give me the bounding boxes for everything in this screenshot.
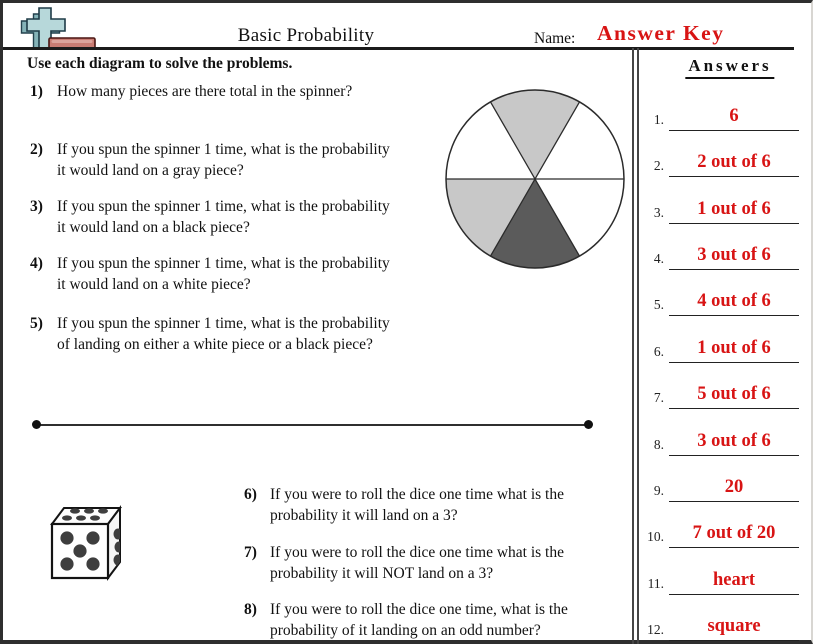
question-line: probability it will land on a 3? bbox=[270, 506, 458, 524]
question-3 bbox=[30, 197, 390, 238]
answers-heading: Answers bbox=[685, 56, 774, 79]
answer-blank bbox=[669, 242, 799, 270]
question-2 bbox=[30, 140, 390, 181]
question-number: 1) bbox=[30, 83, 43, 100]
answers-column-separator bbox=[632, 48, 639, 644]
question-line: If you spun the spinner 1 time, what is the probability bbox=[57, 255, 390, 272]
answer-row-8 bbox=[643, 426, 799, 456]
answer-number: 11. bbox=[647, 576, 664, 591]
answer-value: 1 out of 6 bbox=[697, 199, 771, 219]
answer-row-9 bbox=[643, 472, 799, 502]
question-line: How many pieces are there total in the spinner? bbox=[57, 83, 353, 100]
question-number: 2) bbox=[30, 141, 43, 158]
answer-row-10 bbox=[643, 518, 799, 548]
question-8 bbox=[244, 600, 568, 641]
answer-blank bbox=[669, 103, 799, 131]
question-number: 5) bbox=[30, 315, 43, 332]
question-1 bbox=[30, 82, 352, 103]
page-title: Basic Probability bbox=[237, 25, 375, 46]
question-line: If you spun the spinner 1 time, what is the probability bbox=[57, 315, 390, 332]
answer-number: 8. bbox=[653, 437, 664, 452]
answer-number: 12. bbox=[647, 622, 664, 637]
answer-number: 10. bbox=[647, 529, 664, 544]
question-line: If you were to roll the dice one time, what is the bbox=[270, 601, 568, 618]
divider-endpoint-dot bbox=[584, 420, 593, 429]
question-line: probability of it landing on an odd number? bbox=[270, 621, 541, 639]
spinner-diagram bbox=[444, 88, 626, 270]
question-line: If you spun the spinner 1 time, what is the probability bbox=[57, 141, 390, 158]
answer-row-3 bbox=[643, 194, 799, 224]
answer-value: square bbox=[707, 616, 761, 636]
answer-value: 4 out of 6 bbox=[697, 291, 771, 311]
answer-row-6 bbox=[643, 333, 799, 363]
answer-blank bbox=[669, 381, 799, 409]
answer-value: 2 out of 6 bbox=[697, 152, 771, 172]
question-5 bbox=[30, 314, 390, 355]
question-6 bbox=[244, 485, 564, 526]
header-divider-line bbox=[3, 47, 794, 50]
answer-row-12 bbox=[643, 611, 799, 641]
answer-value: heart bbox=[712, 570, 756, 590]
answer-blank bbox=[669, 335, 799, 363]
question-line: it would land on a white piece? bbox=[57, 275, 251, 293]
question-number: 8) bbox=[244, 601, 257, 618]
math-plus-minus-logo-icon bbox=[20, 7, 104, 49]
answer-blank bbox=[669, 196, 799, 224]
answer-number: 5. bbox=[653, 297, 664, 312]
answer-row-2 bbox=[643, 147, 799, 177]
question-line: If you were to roll the dice one time what is the bbox=[270, 544, 564, 561]
answer-row-5 bbox=[643, 286, 799, 316]
answer-value: 3 out of 6 bbox=[697, 245, 771, 265]
answer-row-11 bbox=[643, 565, 799, 595]
question-4 bbox=[30, 254, 390, 295]
answer-value: 3 out of 6 bbox=[697, 431, 771, 451]
question-number: 6) bbox=[244, 486, 257, 503]
answer-value: 20 bbox=[724, 477, 744, 497]
question-7 bbox=[244, 543, 564, 584]
answer-row-4 bbox=[643, 240, 799, 270]
answer-value: 7 out of 20 bbox=[692, 523, 776, 543]
name-value-answer-key: Answer Key bbox=[597, 21, 725, 45]
divider-endpoint-dot bbox=[32, 420, 41, 429]
answer-blank bbox=[669, 288, 799, 316]
answer-number: 6. bbox=[653, 344, 664, 359]
answer-number: 3. bbox=[653, 205, 664, 220]
answer-value: 1 out of 6 bbox=[697, 338, 771, 358]
question-line: of landing on either a white piece or a black piece? bbox=[57, 335, 373, 353]
answer-blank bbox=[669, 474, 799, 502]
answer-number: 2. bbox=[653, 158, 664, 173]
answer-row-7 bbox=[643, 379, 799, 409]
answer-row-1 bbox=[643, 101, 799, 131]
answer-blank bbox=[669, 520, 799, 548]
question-line: If you were to roll the dice one time what is the bbox=[270, 486, 564, 503]
question-line: If you spun the spinner 1 time, what is the probability bbox=[57, 198, 390, 215]
question-number: 4) bbox=[30, 255, 43, 272]
name-label: Name: bbox=[534, 30, 576, 47]
answer-value: 6 bbox=[729, 106, 739, 126]
answer-number: 1. bbox=[653, 112, 664, 127]
question-number: 7) bbox=[244, 544, 257, 561]
answer-number: 9. bbox=[653, 483, 664, 498]
answer-blank bbox=[669, 613, 799, 641]
answer-number: 4. bbox=[653, 251, 664, 266]
question-number: 3) bbox=[30, 198, 43, 215]
answer-blank bbox=[669, 567, 799, 595]
instructions-text: Use each diagram to solve the problems. bbox=[27, 55, 293, 72]
question-line: it would land on a black piece? bbox=[57, 218, 250, 236]
answer-number: 7. bbox=[653, 390, 664, 405]
die-diagram bbox=[50, 504, 122, 581]
question-line: it would land on a gray piece? bbox=[57, 161, 244, 179]
question-line: probability it will NOT land on a 3? bbox=[270, 564, 494, 582]
section-divider-line bbox=[37, 424, 588, 426]
answer-value: 5 out of 6 bbox=[697, 384, 771, 404]
answer-blank bbox=[669, 149, 799, 177]
answer-blank bbox=[669, 428, 799, 456]
